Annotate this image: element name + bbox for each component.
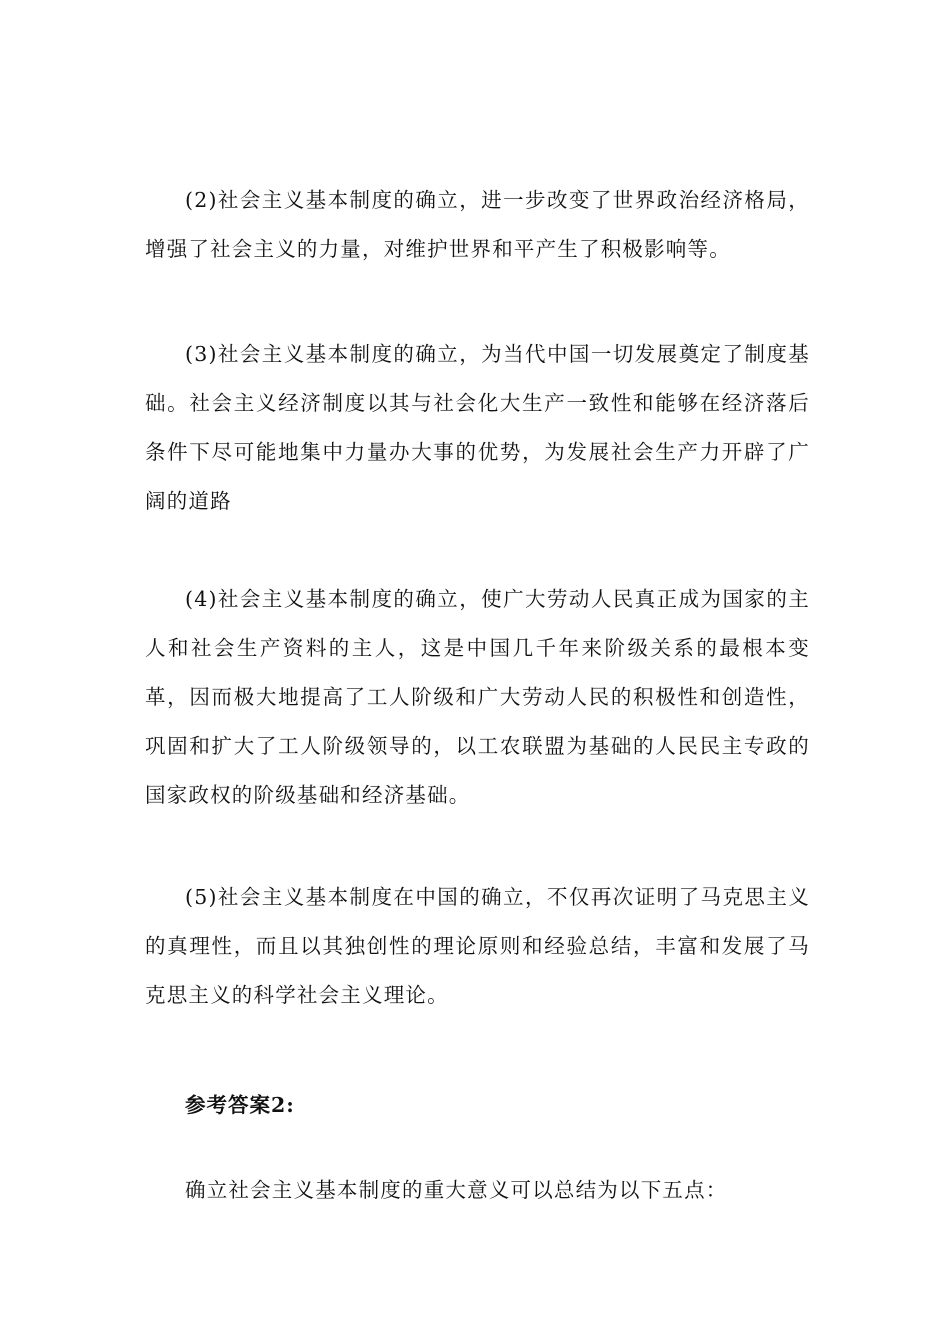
paragraph-point-5: (5)社会主义基本制度在中国的确立，不仅再次证明了马克思主义的真理性，而且以其独创性的理论原则和经验总结，丰富和发展了马克思主义的科学社会主义理论。 bbox=[145, 885, 810, 1007]
answer-heading: 参考答案2: bbox=[185, 1093, 295, 1117]
answer-intro: 确立社会主义基本制度的重大意义可以总结为以下五点： bbox=[185, 1178, 728, 1202]
paragraph-point-3: (3)社会主义基本制度的确立，为当代中国一切发展奠定了制度基础。社会主义经济制度以其与社会化大生产一致性和能够在经济落后条件下尽可能地集中力量办大事的优势，为发展社会生产力开辟了广阔的道路 bbox=[145, 342, 810, 513]
paragraph-point-4: (4)社会主义基本制度的确立，使广大劳动人民真正成为国家的主人和社会生产资料的主人，这是中国几千年来阶级关系的最根本变革，因而极大地提高了工人阶级和广大劳动人民的积极性和创造性，巩固和扩大了工人阶级领导的，以工农联盟为基础的人民民主专政的国家政权的阶级基础和经济基础。 bbox=[145, 587, 810, 807]
paragraph-point-2: (2)社会主义基本制度的确立，进一步改变了世界政治经济格局，增强了社会主义的力量，对维护世界和平产生了积极影响等。 bbox=[145, 188, 810, 261]
